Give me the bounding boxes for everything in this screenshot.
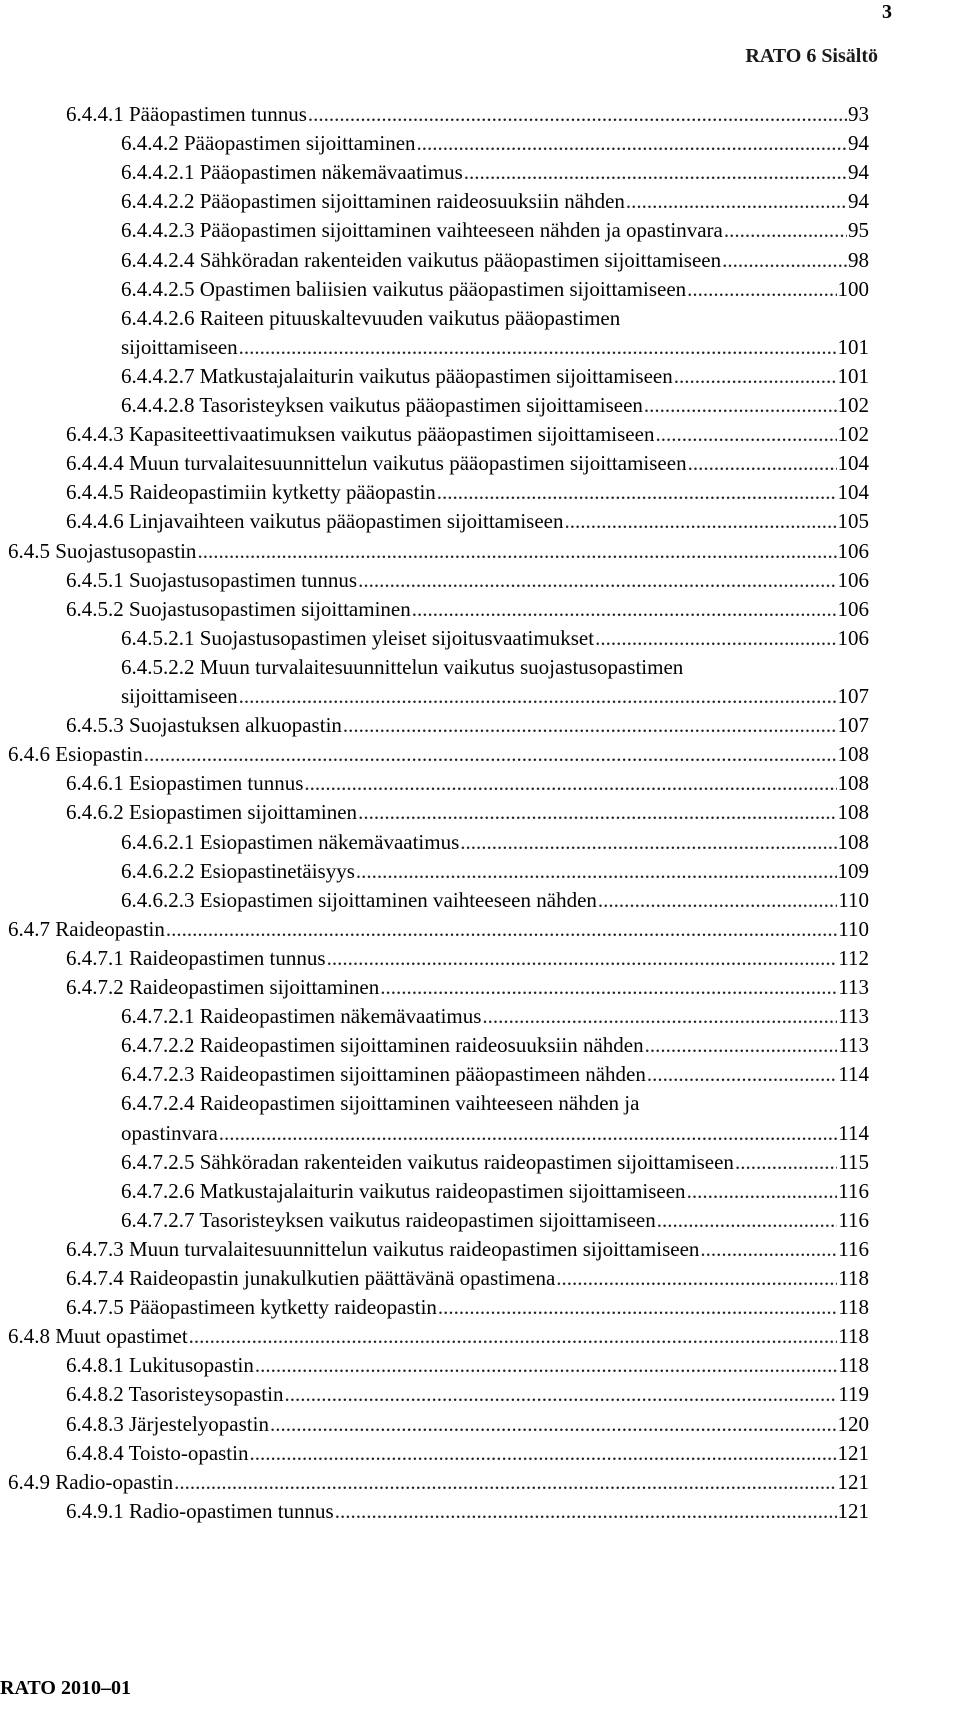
dot-leader <box>724 216 847 244</box>
toc-entry-title: opastinvara <box>121 1120 218 1145</box>
toc-entry-page: 106 <box>837 538 869 563</box>
toc-entry-page: 108 <box>837 771 869 796</box>
toc-entry[interactable] <box>121 362 869 390</box>
page-number: 3 <box>882 1 892 23</box>
toc-entry[interactable] <box>121 1089 869 1117</box>
toc-entry-page: 121 <box>837 1498 869 1523</box>
toc-entry-title: 6.4.4.2.5 Opastimen baliisien vaikutus pääopastimen sijoittamiseen <box>121 276 687 301</box>
dot-leader <box>688 449 837 477</box>
toc-entry[interactable] <box>66 1293 869 1321</box>
dot-leader <box>358 798 836 826</box>
toc-entry-title: 6.4.4.2.3 Pääopastimen sijoittaminen vaihteeseen nähden ja opastinvara <box>121 218 723 243</box>
toc-entry-title: 6.4.5.2.2 Muun turvalaitesuunnittelun vaikutus suojastusopastimen <box>121 654 684 679</box>
toc-entry[interactable] <box>66 944 869 972</box>
dot-leader <box>464 158 847 186</box>
toc-entry-page: 106 <box>837 567 869 592</box>
toc-entry-title: 6.4.5.2 Suojastusopastimen sijoittaminen <box>66 596 411 621</box>
toc-entry[interactable] <box>66 595 869 623</box>
toc-entry-page: 113 <box>838 1033 869 1058</box>
dot-leader <box>722 246 847 274</box>
dot-leader <box>595 624 836 652</box>
toc-entry-page: 121 <box>837 1440 869 1465</box>
dot-leader <box>412 595 837 623</box>
toc-entry[interactable] <box>66 1264 869 1292</box>
toc-entry[interactable] <box>66 507 869 535</box>
toc-entry[interactable] <box>66 1351 869 1379</box>
dot-leader <box>335 1497 837 1525</box>
toc-entry-page: 110 <box>838 887 869 912</box>
toc-entry[interactable] <box>121 391 869 419</box>
toc-entry[interactable] <box>8 1468 869 1496</box>
toc-entry[interactable] <box>121 886 869 914</box>
toc-entry-page: 119 <box>838 1382 869 1407</box>
toc-entry-title: 6.4.7.2.6 Matkustajalaiturin vaikutus raideopastimen sijoittamiseen <box>121 1178 686 1203</box>
toc-entry-page: 106 <box>837 625 869 650</box>
toc-entry[interactable] <box>66 711 869 739</box>
toc-entry-page: 120 <box>837 1411 869 1436</box>
toc-entry-page: 107 <box>837 684 869 708</box>
toc-entry-page: 108 <box>837 742 869 767</box>
dot-leader <box>358 566 836 594</box>
dot-leader <box>735 1148 837 1176</box>
toc-entry-page: 115 <box>838 1149 869 1174</box>
dot-leader <box>437 478 837 506</box>
dot-leader <box>166 915 837 943</box>
dot-leader <box>284 1380 837 1408</box>
toc-entry-page: 102 <box>837 422 869 447</box>
toc-entry-page: 94 <box>848 189 869 214</box>
dot-leader <box>626 187 847 215</box>
toc-entry-page: 113 <box>838 1004 869 1029</box>
toc-entry-title: 6.4.4.2.2 Pääopastimen sijoittaminen raideosuuksiin nähden <box>121 189 625 214</box>
toc-entry[interactable] <box>8 740 869 768</box>
dot-leader <box>645 1031 838 1059</box>
toc-entry[interactable] <box>121 158 869 186</box>
toc-entry[interactable] <box>66 1235 869 1263</box>
toc-entry[interactable] <box>121 216 869 244</box>
toc-entry-title: 6.4.7.4 Raideopastin junakulkutien päättävänä opastimena <box>66 1266 556 1290</box>
dot-leader <box>356 857 837 885</box>
dot-leader <box>438 1293 837 1321</box>
toc-entry-page: 114 <box>838 1062 869 1087</box>
toc-entry-title: 6.4.4.3 Kapasiteettivaatimuksen vaikutus pääopastimen sijoittamiseen <box>66 422 655 447</box>
toc-entry-title: 6.4.7.3 Muun turvalaitesuunnittelun vaikutus raideopastimen sijoittamiseen <box>66 1236 700 1261</box>
toc-entry[interactable] <box>66 100 869 128</box>
dot-leader <box>655 420 836 448</box>
toc-entry-title: 6.4.4.2.8 Tasoristeyksen vaikutus pääopastimen sijoittamiseen <box>121 393 643 417</box>
dot-leader <box>687 1177 838 1205</box>
toc-entry-page: 101 <box>837 334 869 359</box>
toc-entry-title: 6.4.5.1 Suojastusopastimen tunnus <box>66 567 358 592</box>
toc-entry-title: 6.4.8.3 Järjestelyopastin <box>66 1411 269 1436</box>
toc-entry-title: sijoittamiseen <box>121 334 238 359</box>
toc-entry[interactable] <box>121 828 869 856</box>
toc-entry[interactable] <box>66 1497 869 1525</box>
toc-entry[interactable] <box>66 769 869 797</box>
toc-entry-title: 6.4.4.2.1 Pääopastimen näkemävaatimus <box>121 160 463 185</box>
toc-entry[interactable] <box>121 1119 869 1147</box>
running-title: RATO 6 Sisältö <box>745 45 878 67</box>
toc-entry-page: 116 <box>838 1236 869 1261</box>
toc-entry-page: 114 <box>838 1120 869 1145</box>
toc-entry-page: 116 <box>838 1207 869 1232</box>
toc-entry-title: 6.4.7.1 Raideopastimen tunnus <box>66 945 326 970</box>
toc-entry-title: 6.4.7 Raideopastin <box>8 916 165 941</box>
dot-leader <box>189 1322 838 1350</box>
toc-entry[interactable] <box>121 1206 869 1234</box>
dot-leader <box>674 362 837 390</box>
toc-entry[interactable] <box>121 1177 869 1205</box>
toc-entry[interactable] <box>66 420 869 448</box>
toc-entry-page: 118 <box>838 1324 869 1349</box>
toc-entry-title: 6.4.7.5 Pääopastimeen kytketty raideopastin <box>66 1295 437 1320</box>
dot-leader <box>647 1060 837 1088</box>
dot-leader <box>564 507 836 535</box>
dot-leader <box>308 100 847 128</box>
toc-entry-title: 6.4.6.2 Esiopastimen sijoittaminen <box>66 800 358 825</box>
dot-leader <box>700 1235 837 1263</box>
toc-entry[interactable] <box>121 1060 869 1088</box>
toc-entry-page: 118 <box>838 1353 869 1378</box>
dot-leader <box>644 391 837 419</box>
toc-entry-title: 6.4.8.1 Lukitusopastin <box>66 1353 254 1378</box>
toc-entry[interactable] <box>121 682 869 710</box>
toc-entry-page: 105 <box>837 509 869 534</box>
toc-entry-page: 112 <box>838 945 869 970</box>
toc-entry-page: 121 <box>837 1469 869 1494</box>
toc-entry[interactable] <box>121 187 869 215</box>
toc-entry-title: 6.4.4.2.6 Raiteen pituuskaltevuuden vaikutus pääopastimen <box>121 305 621 330</box>
dot-leader <box>598 886 837 914</box>
toc-entry-page: 108 <box>837 800 869 825</box>
toc-entry[interactable] <box>121 275 869 303</box>
dot-leader <box>460 828 836 856</box>
dot-leader <box>239 333 837 361</box>
dot-leader <box>239 682 837 710</box>
toc-entry-title: 6.4.4.6 Linjavaihteen vaikutus pääopastimen sijoittamiseen <box>66 509 564 534</box>
toc-entry-page: 101 <box>837 363 869 388</box>
toc-entry-page: 118 <box>838 1266 869 1290</box>
dot-leader <box>144 740 837 768</box>
toc-entry-title: 6.4.5.2.1 Suojastusopastimen yleiset sijoitusvaatimukset <box>121 625 595 650</box>
toc-entry[interactable] <box>66 1439 869 1467</box>
toc-entry-page: 106 <box>837 596 869 621</box>
toc-entry[interactable] <box>66 566 869 594</box>
toc-entry-title: 6.4.7.2.5 Sähköradan rakenteiden vaikutus raideopastimen sijoittamiseen <box>121 1149 734 1174</box>
dot-leader <box>556 1264 837 1292</box>
toc-entry[interactable] <box>121 129 869 157</box>
toc-entry[interactable] <box>8 1322 869 1350</box>
toc-entry-title: 6.4.4.2.4 Sähköradan rakenteiden vaikutus pääopastimen sijoittamiseen <box>121 247 722 272</box>
toc-entry[interactable] <box>121 653 869 681</box>
dot-leader <box>343 711 837 739</box>
toc-entry-title: 6.4.7.2.2 Raideopastimen sijoittaminen raideosuuksiin nähden <box>121 1033 644 1058</box>
toc-entry-title: 6.4.8 Muut opastimet <box>8 1324 188 1349</box>
toc-entry-title: 6.4.4.5 Raideopastimiin kytketty pääopastin <box>66 480 436 505</box>
toc-entry[interactable] <box>121 624 869 652</box>
dot-leader <box>687 275 836 303</box>
toc-entry-page: 107 <box>837 713 869 738</box>
toc-entry-page: 94 <box>848 160 869 185</box>
toc-entry-page: 93 <box>848 102 869 126</box>
toc-entry[interactable] <box>121 1002 869 1030</box>
toc-entry-title: 6.4.4.2 Pääopastimen sijoittaminen <box>121 131 416 156</box>
toc-entry-page: 104 <box>837 451 869 476</box>
toc-entry-title: 6.4.9.1 Radio-opastimen tunnus <box>66 1498 334 1523</box>
toc-entry-page: 98 <box>848 247 869 272</box>
toc-entry-title: 6.4.7.2 Raideopastimen sijoittaminen <box>66 975 380 999</box>
toc-entry[interactable] <box>8 537 869 565</box>
toc-entry-page: 113 <box>838 975 869 999</box>
toc-entry-title: 6.4.4.2.7 Matkustajalaiturin vaikutus pääopastimen sijoittamiseen <box>121 363 673 388</box>
toc-entry-page: 94 <box>848 131 869 156</box>
dot-leader <box>174 1468 836 1496</box>
toc-entry[interactable] <box>66 1380 869 1408</box>
toc-entry-title: 6.4.5.3 Suojastuksen alkuopastin <box>66 713 342 738</box>
dot-leader <box>249 1439 836 1467</box>
toc-entry-page: 118 <box>838 1295 869 1320</box>
dot-leader <box>219 1119 837 1147</box>
toc-entry[interactable] <box>121 1031 869 1059</box>
dot-leader <box>327 944 838 972</box>
toc-entry-title: 6.4.9 Radio-opastin <box>8 1469 174 1494</box>
toc-entry[interactable] <box>66 973 869 1001</box>
toc-entry-page: 110 <box>838 916 869 941</box>
toc-entry[interactable] <box>121 246 869 274</box>
dot-leader <box>270 1410 837 1438</box>
footer-document-code: RATO 2010–01 <box>0 1677 131 1699</box>
toc-entry-title: 6.4.8.2 Tasoristeysopastin <box>66 1382 284 1407</box>
toc-entry-page: 116 <box>838 1178 869 1203</box>
toc-entry-title: 6.4.4.1 Pääopastimen tunnus <box>66 102 307 126</box>
dot-leader <box>657 1206 838 1234</box>
toc-entry-title: 6.4.8.4 Toisto-opastin <box>66 1440 249 1465</box>
toc-entry-title: 6.4.6.2.3 Esiopastimen sijoittaminen vaihteeseen nähden <box>121 887 597 912</box>
toc-entry-page: 100 <box>837 276 869 301</box>
toc-entry[interactable] <box>66 1410 869 1438</box>
toc-entry-page: 108 <box>837 829 869 854</box>
toc-entry-title: sijoittamiseen <box>121 684 238 708</box>
toc-entry-title: 6.4.7.2.4 Raideopastimen sijoittaminen vaihteeseen nähden ja <box>121 1091 640 1116</box>
toc-entry-page: 95 <box>848 218 869 243</box>
toc-entry-title: 6.4.7.2.3 Raideopastimen sijoittaminen pääopastimeen nähden <box>121 1062 646 1087</box>
toc-entry-title: 6.4.6.1 Esiopastimen tunnus <box>66 771 304 796</box>
dot-leader <box>482 1002 837 1030</box>
toc-entry-title: 6.4.5 Suojastusopastin <box>8 538 197 563</box>
toc-entry-title: 6.4.7.2.1 Raideopastimen näkemävaatimus <box>121 1004 482 1029</box>
toc-entry[interactable] <box>66 798 869 826</box>
toc-entry-title: 6.4.6 Esiopastin <box>8 742 143 767</box>
toc-entry-title: 6.4.6.2.2 Esiopastinetäisyys <box>121 858 355 883</box>
toc-entry-page: 102 <box>837 393 869 417</box>
dot-leader <box>417 129 847 157</box>
toc-entry[interactable] <box>66 449 869 477</box>
toc-entry-title: 6.4.7.2.7 Tasoristeyksen vaikutus raideopastimen sijoittamiseen <box>121 1207 656 1232</box>
dot-leader <box>255 1351 837 1379</box>
toc-entry[interactable] <box>121 333 869 361</box>
toc-entry-title: 6.4.4.4 Muun turvalaitesuunnittelun vaikutus pääopastimen sijoittamiseen <box>66 451 687 476</box>
toc-entry-page: 109 <box>837 858 869 883</box>
dot-leader <box>197 537 836 565</box>
dot-leader <box>304 769 836 797</box>
toc-entry[interactable] <box>121 1148 869 1176</box>
dot-leader <box>380 973 837 1001</box>
toc-entry-title: 6.4.6.2.1 Esiopastimen näkemävaatimus <box>121 829 460 854</box>
toc-entry[interactable] <box>121 304 869 332</box>
toc-entry[interactable] <box>66 478 869 506</box>
toc-entry[interactable] <box>8 915 869 943</box>
toc-entry-page: 104 <box>837 480 869 505</box>
toc-entry[interactable] <box>121 857 869 885</box>
